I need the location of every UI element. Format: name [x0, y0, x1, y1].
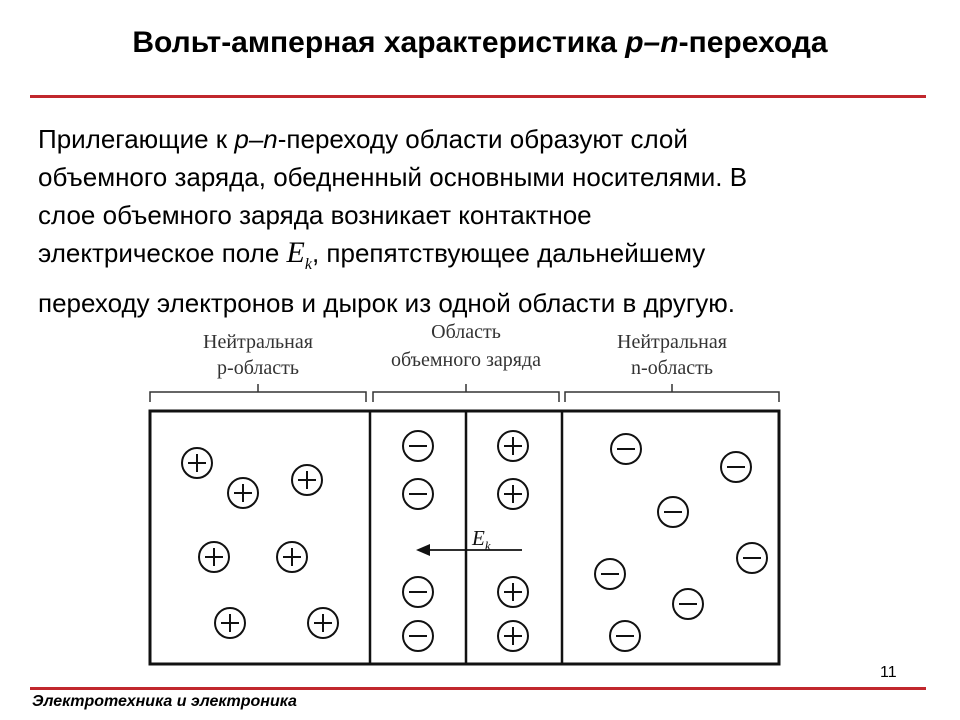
electron-minus-icon [673, 589, 703, 619]
body-line-3: слое объемного заряда возникает контактное [38, 200, 592, 230]
field-symbol: $E_k$ [286, 236, 312, 273]
p-region-holes [182, 448, 338, 638]
electron-minus-icon [737, 543, 767, 573]
footer-divider [30, 687, 926, 690]
electron-minus-icon [721, 452, 751, 482]
page-title: Вольт-амперная характеристика p–n-перехода [132, 26, 828, 59]
electron-minus-icon [610, 621, 640, 651]
depletion-positive-ions [498, 431, 528, 651]
hole-plus-icon [308, 608, 338, 638]
negative-ion-icon [403, 479, 433, 509]
bracket-n-region [565, 384, 779, 402]
label-depletion-line2: объемного заряда [391, 349, 541, 371]
bracket-p-region [150, 384, 366, 402]
body-line-2: объемного заряда, обедненный основными носителями. В [38, 162, 748, 192]
hole-plus-icon [228, 478, 258, 508]
depletion-negative-ions [403, 431, 433, 651]
positive-ion-icon [498, 621, 528, 651]
electron-minus-icon [595, 559, 625, 589]
body-line-4: электрическое поле $E_k$, препятствующее дальнейшему [38, 236, 706, 273]
label-depletion-line1: Область [431, 321, 501, 343]
electron-minus-icon [658, 497, 688, 527]
body-line-5: переходу электронов и дырок из одной области в другую. [38, 288, 736, 318]
electron-minus-icon [611, 434, 641, 464]
positive-ion-icon [498, 577, 528, 607]
negative-ion-icon [403, 577, 433, 607]
field-arrow [416, 544, 522, 556]
label-n-region-line1: Нейтральная [617, 331, 727, 353]
body-line-1: Прилегающие к p–n-переходу области образуют слой [38, 124, 688, 154]
field-label: $E_k$ [472, 526, 491, 553]
negative-ion-icon [403, 621, 433, 651]
hole-plus-icon [199, 542, 229, 572]
label-p-region-line2: p-область [217, 357, 299, 379]
hole-plus-icon [277, 542, 307, 572]
footer-title: Электротехника и электроника [32, 693, 297, 710]
n-region-electrons [595, 434, 767, 651]
page-number: 11 [880, 664, 897, 681]
positive-ion-icon [498, 431, 528, 461]
label-n-region-line2: n-область [631, 357, 713, 379]
negative-ion-icon [403, 431, 433, 461]
hole-plus-icon [215, 608, 245, 638]
hole-plus-icon [182, 448, 212, 478]
label-p-region-line1: Нейтральная [203, 331, 313, 353]
positive-ion-icon [498, 479, 528, 509]
hole-plus-icon [292, 465, 322, 495]
bracket-depletion [373, 384, 559, 402]
